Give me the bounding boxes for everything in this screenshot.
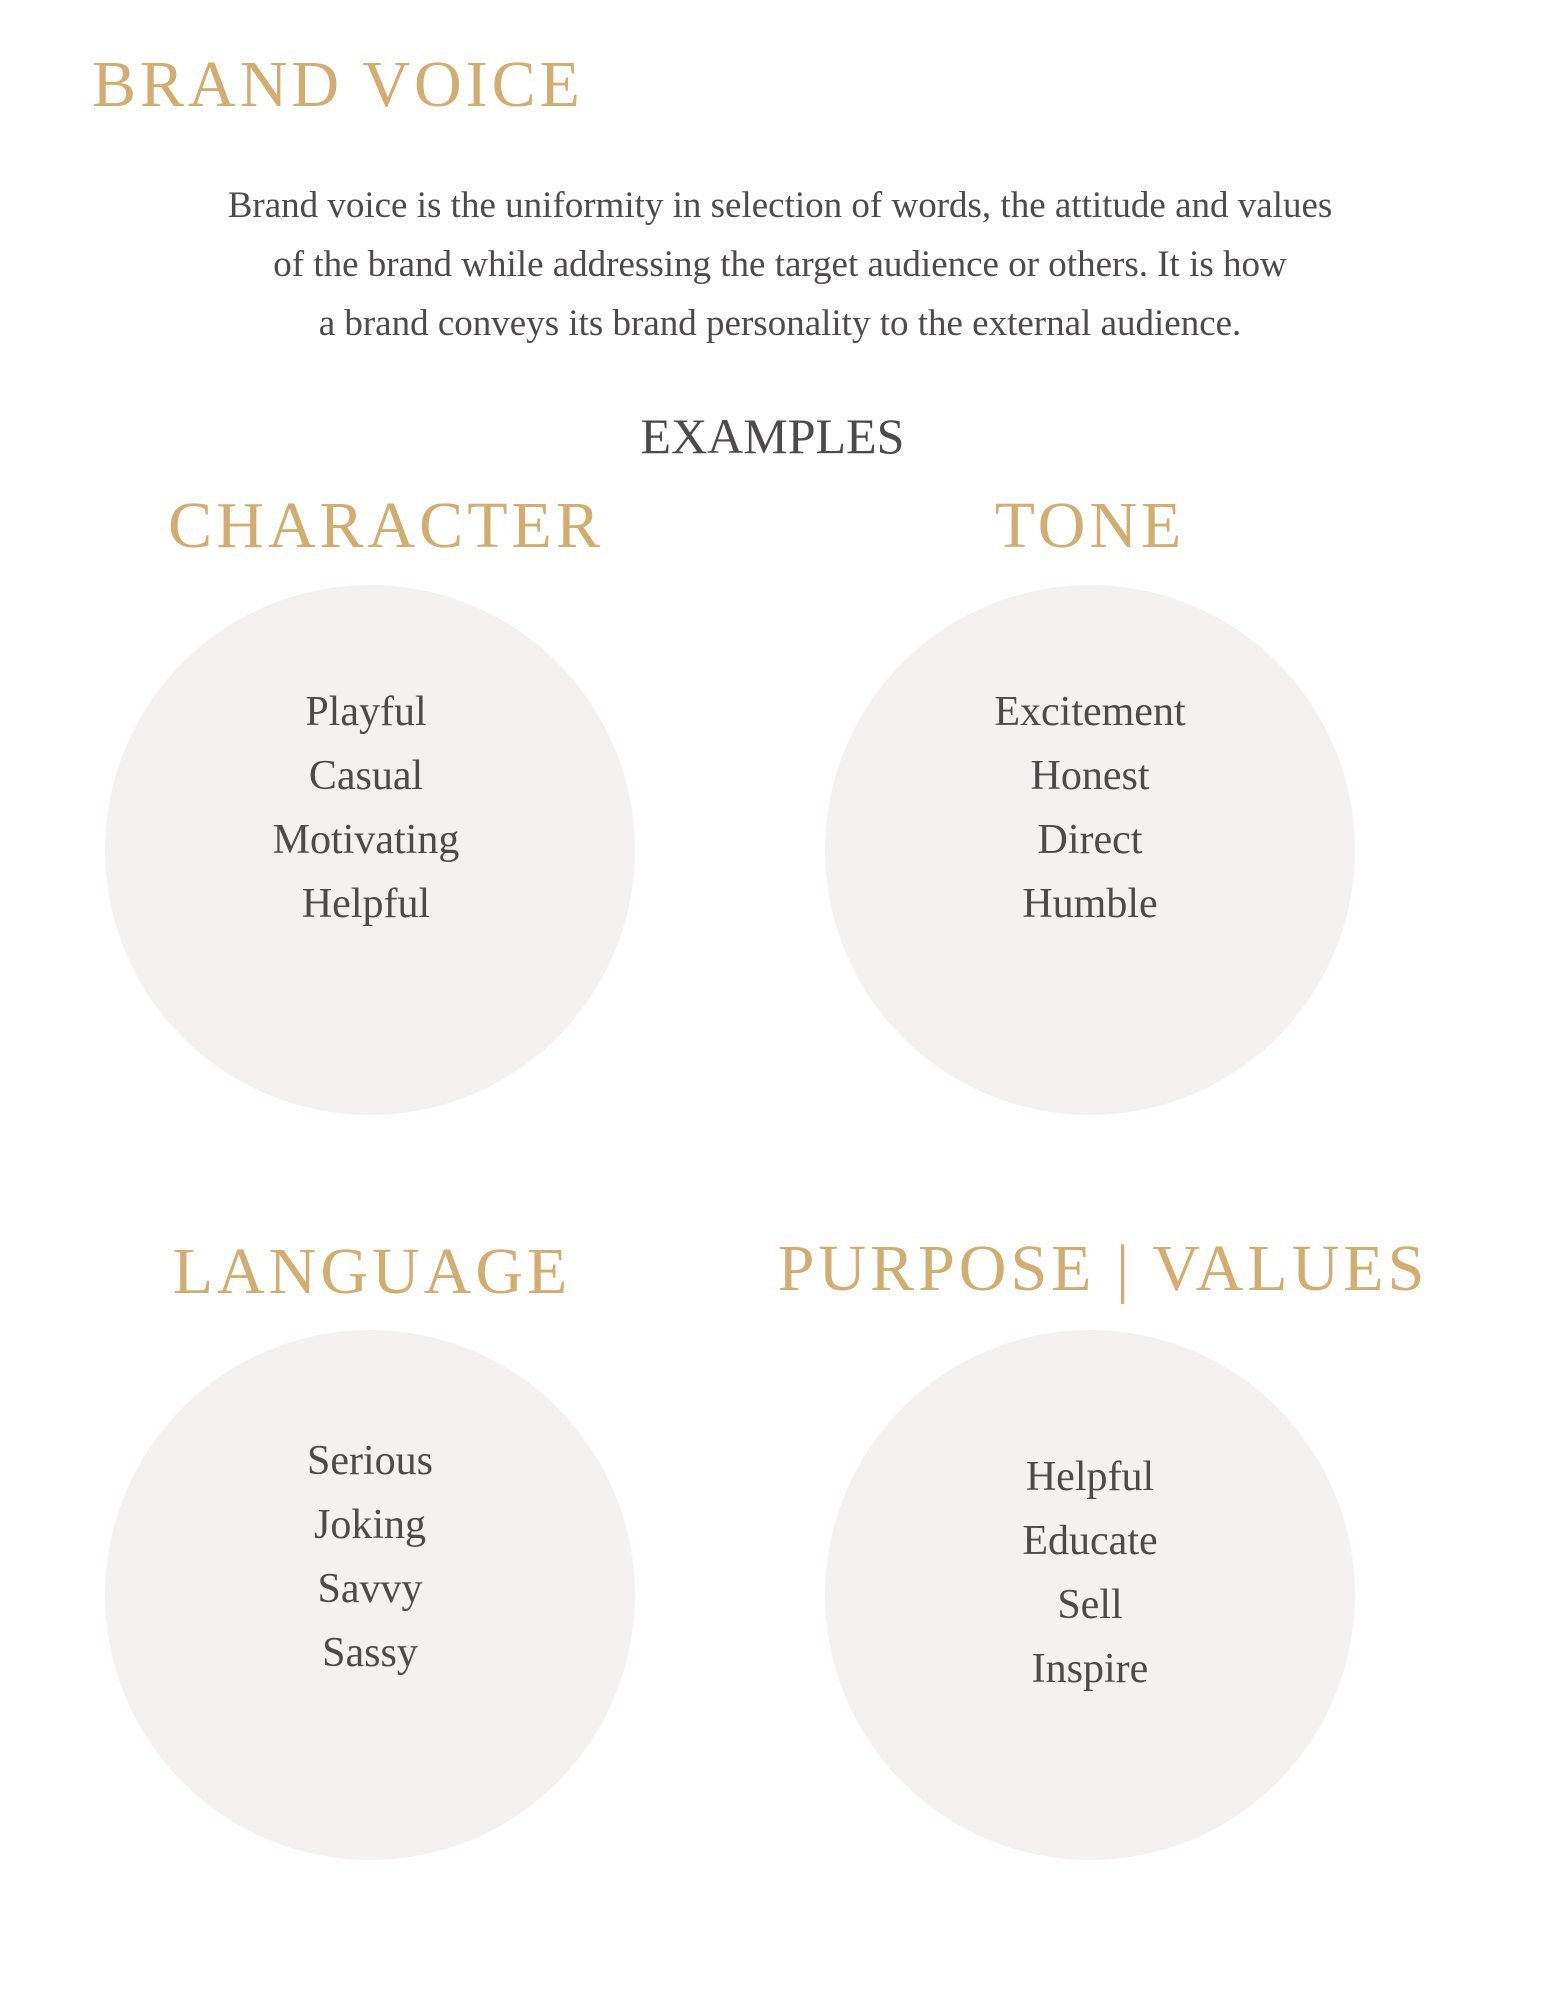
- list-item: Direct: [1037, 817, 1143, 863]
- list-item: Sassy: [322, 1630, 418, 1676]
- list-item: Helpful: [301, 881, 431, 927]
- list-item: Sell: [1057, 1582, 1123, 1628]
- examples-heading: EXAMPLES: [640, 408, 905, 464]
- list-item: Casual: [308, 753, 424, 799]
- list-item: Honest: [1030, 753, 1150, 799]
- list-item: Motivating: [272, 817, 460, 863]
- list-item: Savvy: [317, 1566, 423, 1612]
- list-language: [20, 1429, 720, 1685]
- section-title-language: LANGUAGE: [172, 1235, 572, 1308]
- intro-line: of the brand while addressing the target audience or others. It is how: [273, 244, 1287, 285]
- list-item: Joking: [313, 1502, 426, 1548]
- list-item: Serious: [307, 1438, 433, 1484]
- list-tone: [740, 680, 1440, 936]
- intro-line: a brand conveys its brand personality to the external audience.: [318, 303, 1242, 344]
- list-item: Playful: [305, 689, 427, 735]
- list-item: Excitement: [994, 689, 1186, 735]
- list-item: Inspire: [1031, 1646, 1149, 1692]
- list-item: Educate: [1022, 1518, 1158, 1564]
- intro-line: Brand voice is the uniformity in selection of words, the attitude and values: [227, 185, 1333, 226]
- intro-paragraph: [120, 176, 1440, 353]
- section-title-tone: TONE: [994, 489, 1186, 562]
- section-title-character: CHARACTER: [168, 489, 604, 562]
- section-title-purpose-values: PURPOSE | VALUES: [777, 1232, 1429, 1305]
- list-item: Humble: [1022, 881, 1158, 927]
- list-purpose-values: [740, 1445, 1440, 1701]
- page-title: BRAND VOICE: [92, 48, 584, 121]
- list-character: [16, 680, 716, 936]
- list-item: Helpful: [1025, 1454, 1155, 1500]
